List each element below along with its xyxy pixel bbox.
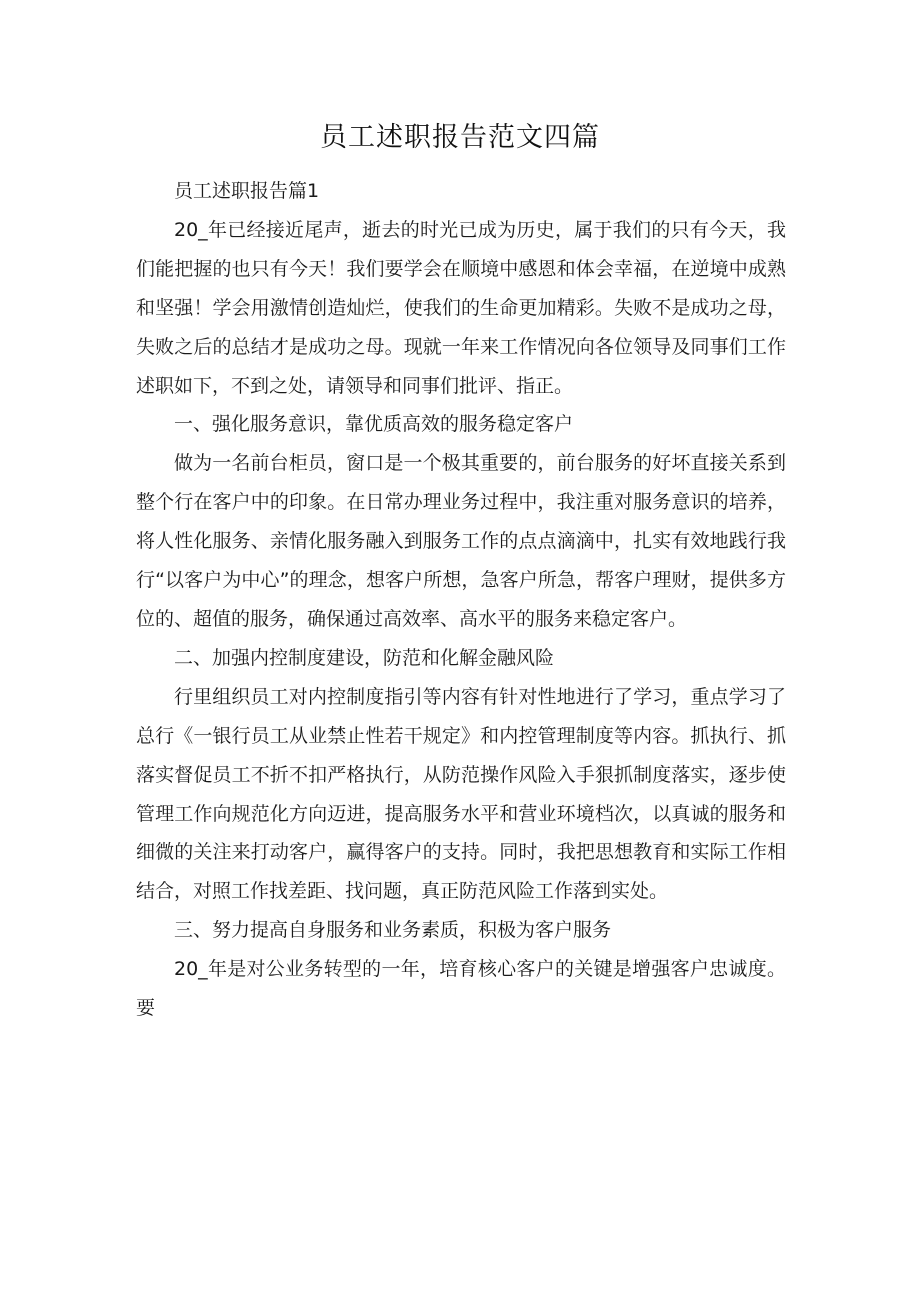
paragraph: 做为一名前台柜员，窗口是一个极其重要的，前台服务的好坏直接关系到整个行在客户中的印象。在日常办理业务过程中，我注重对服务意识的培养，将人性化服务、亲情化服务融入到服务工作的点点滴滴中，扎实有效地践行我行“以客户为中心”的理念，想客户所想，急客户所急，帮客户理财，提供多方位的、超值的服务，确保通过高效率、高水平的服务来稳定客户。 <box>136 452 786 630</box>
document-body <box>136 172 786 1028</box>
paragraph: 20_年已经接近尾声，逝去的时光已成为历史，属于我们的只有今天，我们能把握的也只有今天！我们要学会在顺境中感恩和体会幸福，在逆境中成熟和坚强！学会用激情创造灿烂，使我们的生命更加精彩。失败不是成功之母，失败之后的总结才是成功之母。现就一年来工作情况向各位领导及同事们工作述职如下，不到之处，请领导和同事们批评、指正。 <box>136 218 786 397</box>
document-title: 员工述职报告范文四篇 <box>320 122 600 153</box>
section-heading: 员工述职报告篇1 <box>174 180 320 202</box>
paragraph: 20_年是对公业务转型的一年，培育核心客户的关键是增强客户忠诚度。要 <box>136 958 786 1020</box>
section-heading: 一、强化服务意识，靠优质高效的服务稳定客户 <box>174 413 574 436</box>
section-heading: 三、努力提高自身服务和业务素质，积极为客户服务 <box>174 919 612 942</box>
paragraph: 行里组织员工对内控制度指引等内容有针对性地进行了学习，重点学习了总行《一银行员工从业禁止性若干规定》和内控管理制度等内容。抓执行、抓落实督促员工不折不扣严格执行，从防范操作风险入手狠抓制度落实，逐步使管理工作向规范化方向迈进，提高服务水平和营业环境档次，以真诚的服务和细微的关注来打动客户，赢得客户的支持。同时，我把思想教育和实际工作相结合，对照工作找差距、找问题，真正防范风险工作落到实处。 <box>136 685 786 903</box>
section-heading: 二、加强内控制度建设，防范和化解金融风险 <box>174 646 555 669</box>
